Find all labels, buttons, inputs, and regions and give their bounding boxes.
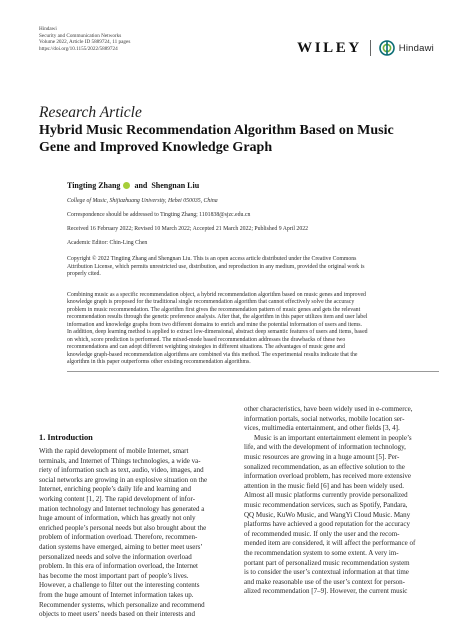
- hindawi-wordmark: Hindawi: [398, 42, 434, 54]
- body-line: vices, multimedia entertainment, and other fields [3, 4].: [244, 424, 400, 433]
- abstract-line: recommendation results through the genetic preference analysis. After that, the algorithm in this paper utilizes item and user label: [67, 314, 368, 321]
- author-name[interactable]: Tingting Zhang: [67, 181, 121, 190]
- body-line: music resources are growing in a huge amount [5]. Per-: [244, 452, 400, 461]
- body-line: alized recommendation [7–9]. However, the current music: [244, 587, 408, 596]
- copyright-line: Attribution License, which permits unrestricted use, distribution, and reproduction in any medium, provided the original work is: [67, 263, 365, 270]
- title-line: Hybrid Music Recommendation Algorithm Based on Music: [39, 123, 394, 138]
- author-name[interactable]: Shengnan Liu: [151, 181, 200, 190]
- body-line: problem of information overload. Therefore, recommen-: [39, 533, 198, 542]
- body-line: sonalized recommendation, as an effective solution to the: [244, 462, 405, 471]
- body-line: personalized needs and solve the information overload: [39, 552, 192, 561]
- abstract-line: In addition, deep learning method is applied to extract low-dimensional, abstract deep semantic features of users and items, based: [67, 329, 368, 336]
- body-line: is to consider the user’s contextual information at that time: [244, 568, 409, 577]
- author-list: [67, 181, 199, 190]
- body-line: information portals, social networks, mobile location ser-: [244, 414, 405, 423]
- abstract-line: problem in music recommendation. The algorithm first gives the recommendation pattern of music genes and gets the relevant: [67, 306, 361, 313]
- body-line: life, and with the development of information technology,: [244, 443, 406, 452]
- body-line: With the rapid development of mobile Internet, smart: [39, 447, 189, 455]
- body-line: Internet, enriching people’s daily life and learning and: [39, 485, 192, 494]
- body-line: enriched people’s personal needs but also brought about the: [39, 523, 207, 532]
- body-line: other characteristics, have been widely used in e-commerce,: [244, 405, 413, 413]
- body-right-column: [244, 405, 436, 597]
- body-line: mended item are considered, it will affect the performance of: [244, 539, 416, 548]
- body-line: dation systems have emerged, aiming to better meet users’: [39, 542, 203, 551]
- body-line: Almost all music platforms currently provide personalized: [244, 491, 408, 500]
- abstract-line: knowledge graph-based recommendation algorithms are combined via this method. The experimental results indicate that the: [67, 351, 358, 358]
- body-line: However, a challenge to filter out the interesting contents: [39, 581, 200, 590]
- abstract-line: Combining music as a specific recommendation object, a hybrid recommendation algorithm based on music genes and improved: [67, 292, 366, 298]
- abstract-line: information and knowledge graphs from two different domains to enrich and mine the potential information of users and items.: [67, 321, 362, 328]
- body-line: Music is an important entertainment element in people’s: [254, 433, 412, 442]
- body-line: social networks are growing in an explosive situation on the: [39, 475, 208, 484]
- abstract-line: algorithm in this paper outperforms other existing recommendation algorithms.: [67, 359, 251, 366]
- orcid-icon[interactable]: [123, 182, 130, 189]
- publisher-brand: [297, 38, 434, 58]
- abstract: [67, 292, 439, 372]
- body-line: objects to meet users’ needs based on their interests and: [39, 610, 195, 619]
- body-line: portant part of personalized music recommendation system: [244, 558, 410, 567]
- body-line: from the huge amount of Internet information takes up.: [39, 590, 194, 599]
- author-conjunction: and: [134, 181, 148, 190]
- article-type: Research Article: [39, 104, 142, 121]
- journal-volume: Volume 2022, Article ID 5889724, 11 pages: [39, 39, 131, 46]
- journal-name: Security and Communication Networks: [39, 32, 122, 39]
- hindawi-logo-icon: [379, 40, 395, 56]
- journal-doi-link[interactable]: https://doi.org/10.1155/2022/5889724: [39, 45, 118, 52]
- body-line: has become the most important part of people’s lives.: [39, 571, 189, 580]
- body-line: music recommendation services, such as Spotify, Pandara,: [244, 500, 408, 509]
- journal-metadata: [39, 26, 259, 52]
- body-line: huge amount of information, which has greatly not only: [39, 514, 196, 523]
- article-title: [39, 122, 439, 156]
- body-line: platforms have achieved a good reputation for the accuracy: [244, 520, 410, 529]
- body-line: attention in the music field [6] and has been widely used.: [244, 481, 404, 490]
- body-line: Recommender systems, which personalize and recommend: [39, 600, 205, 609]
- body-line: riety of information such as text, audio, video, images, and: [39, 466, 204, 475]
- copyright-line: Copyright © 2022 Tingting Zhang and Shengnan Liu. This is an open access article distributed under the Creative Commons: [67, 256, 357, 262]
- body-line: the recommendation system to some extent. A very im-: [244, 548, 399, 557]
- abstract-line: on which, score prediction is performed. The mixed-mode based recommendation addresses the drawbacks of these two: [67, 336, 346, 343]
- body-line: of recommended music. If only the user and the recom-: [244, 529, 400, 538]
- affiliation: College of Music, Shijiazhuang University, Hebei 050035, China: [67, 198, 218, 204]
- abstract-line: knowledge graph is proposed for the traditional single recommendation algorithm that cannot effectively solve the accuracy: [67, 299, 355, 306]
- body-line: QQ Music, KuWo Music, and WangYi Cloud Music. Many: [244, 510, 411, 519]
- body-line: terminals, and Internet of Things technologies, a wide va-: [39, 456, 201, 465]
- section-heading: 1. Introduction: [39, 433, 93, 442]
- body-line: information overload problem, has received more extensive: [244, 472, 411, 481]
- body-left-column: [39, 447, 231, 620]
- body-line: mation technology and Internet technology has generated a: [39, 504, 205, 513]
- body-line: and make reasonable use of the user’s context for person-: [244, 577, 406, 586]
- hindawi-brand: [379, 40, 434, 56]
- brand-divider: [370, 40, 371, 56]
- journal-publisher: Hindawi: [39, 26, 57, 32]
- publication-dates: Received 16 February 2022; Revised 10 March 2022; Accepted 21 March 2022; Published 9 April 2022: [67, 226, 309, 232]
- abstract-line: recommendations and can adopt different weighting strategies in different situations. The advantages of music gene and: [67, 344, 345, 351]
- body-line: problem. In this era of information overload, the Internet: [39, 562, 199, 571]
- academic-editor: Academic Editor: Chin-Ling Chen: [67, 240, 148, 246]
- copyright-line: properly cited.: [67, 271, 101, 277]
- copyright-notice: [67, 256, 439, 279]
- title-line: Gene and Improved Knowledge Graph: [39, 140, 273, 155]
- correspondence: Correspondence should be addressed to Tingting Zhang; 1101838@sjzc.edu.cn: [67, 212, 251, 218]
- body-line: working content [1, 2]. The rapid development of infor-: [39, 494, 196, 503]
- wiley-logo: WILEY: [297, 39, 362, 56]
